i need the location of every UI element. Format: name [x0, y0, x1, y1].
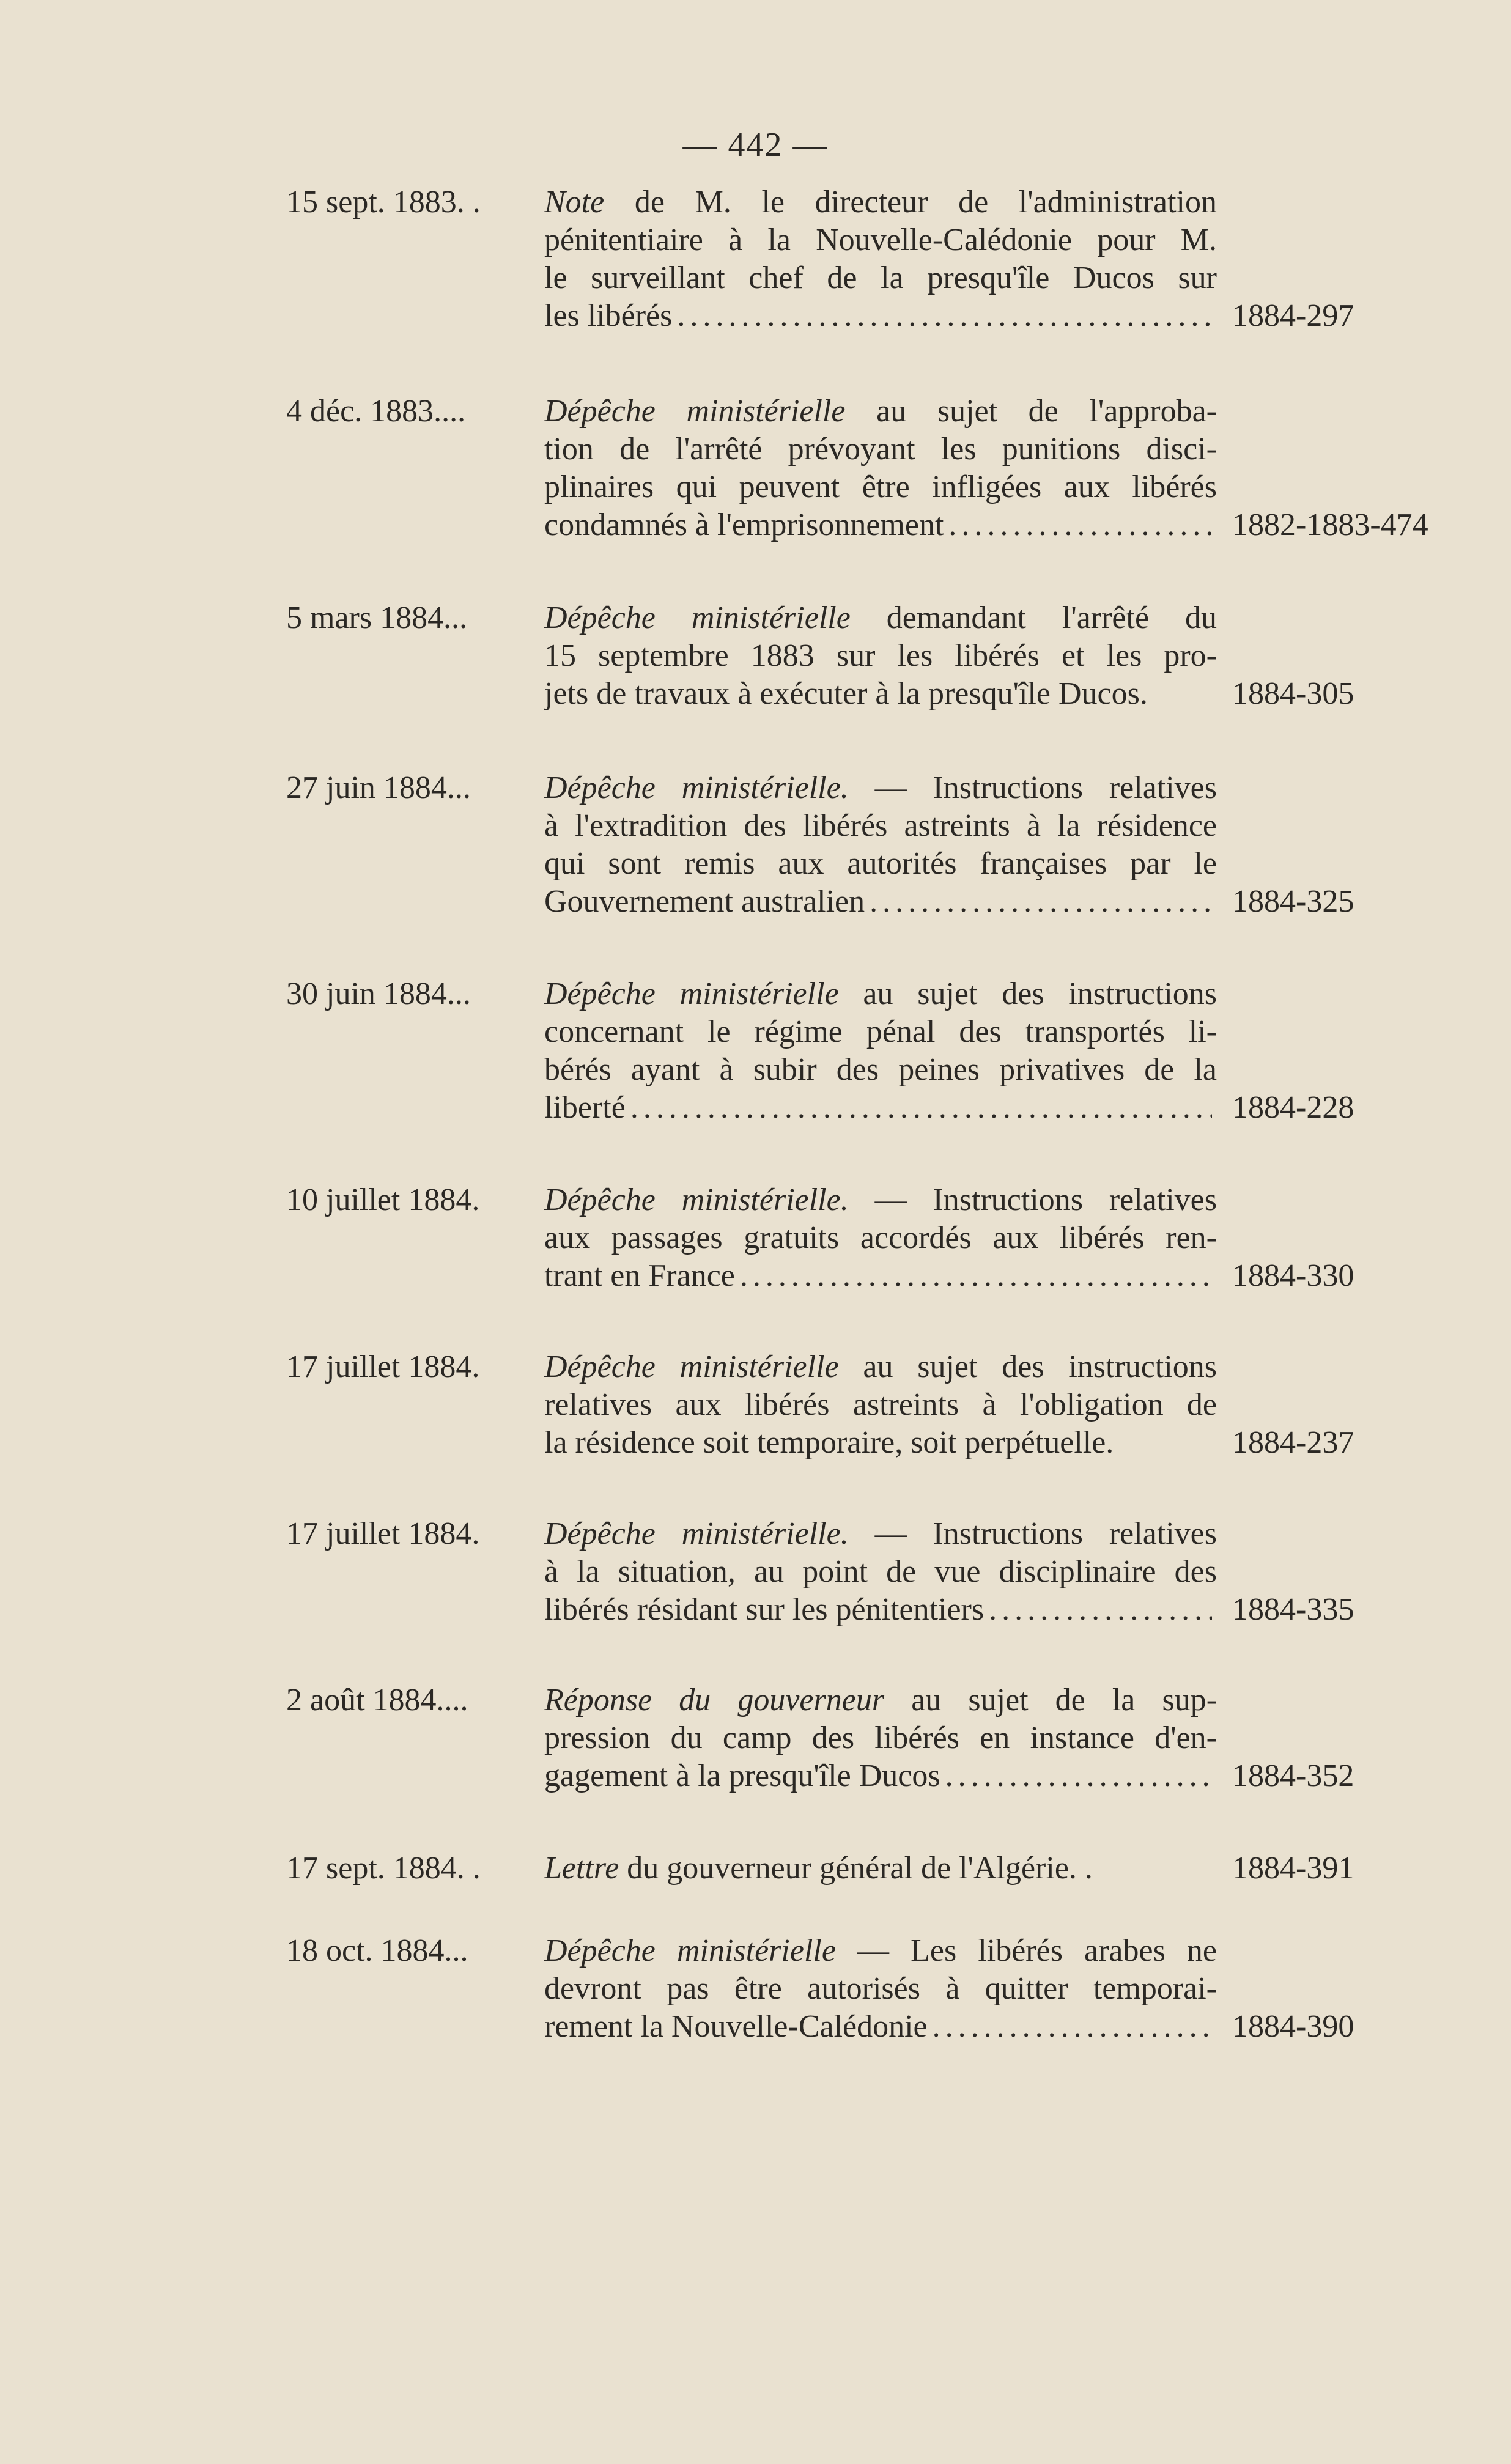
entry-line	[544, 1348, 1217, 1386]
entry-line-text: 15 septembre 1883 sur les libérés et les pro-	[544, 638, 1217, 673]
entry-line	[544, 221, 1217, 259]
entry-kind: Dépêche ministérielle	[544, 1349, 839, 1384]
entry-date: 4 déc. 1883....	[286, 394, 466, 429]
entry-text	[544, 1681, 1217, 1795]
entry-text	[544, 393, 1217, 544]
entry-line	[544, 430, 1217, 468]
entry-reference: 1884-391	[1232, 1851, 1354, 1886]
entry-reference: 1884-305	[1232, 676, 1354, 711]
entry-line	[544, 506, 1217, 544]
entry-line-text: pénitentiaire à la Nouvelle-Calédonie pour M.	[544, 223, 1217, 257]
entry-date: 15 sept. 1883. .	[286, 185, 481, 219]
dot-leader	[933, 2008, 1212, 2046]
dot-leader	[740, 1257, 1212, 1295]
entry-line	[544, 2008, 1217, 2046]
entry-line-text: rement la Nouvelle-Calédonie	[544, 2009, 928, 2044]
entry-date: 30 juin 1884...	[286, 976, 471, 1011]
entry-line-text: — Les libérés arabes ne	[857, 1933, 1217, 1968]
entry-line-text: à l'extradition des libérés astreints à la résidence	[544, 808, 1217, 843]
entry-reference: 1884-330	[1232, 1258, 1354, 1293]
entry-line-text: concernant le régime pénal des transportés li-	[544, 1014, 1217, 1049]
entry-line	[544, 297, 1217, 335]
entry-line-text: de M. le directeur de l'administration	[634, 185, 1217, 219]
entry-text	[544, 1850, 1217, 1887]
entry-kind: Dépêche ministérielle.	[544, 1516, 849, 1551]
dot-leader	[948, 506, 1212, 544]
dot-leader	[989, 1591, 1212, 1629]
entry-reference: 1884-297	[1232, 298, 1354, 333]
entry-line	[544, 975, 1217, 1013]
entry-date: 17 juillet 1884.	[286, 1516, 480, 1551]
entry-line-text: liberté	[544, 1090, 626, 1125]
entry-line	[544, 1051, 1217, 1089]
dot-leader	[677, 297, 1212, 335]
entry-date: 18 oct. 1884...	[286, 1933, 468, 1968]
entry-reference: 1882-1883-474	[1232, 507, 1428, 542]
entry-reference: 1884-228	[1232, 1090, 1354, 1125]
entry-line-text: — Instructions relatives	[874, 770, 1217, 805]
entry-line-text: condamnés à l'emprisonnement	[544, 507, 944, 542]
entry-line-text: trant en France	[544, 1258, 735, 1293]
entry-line-text: pression du camp des libérés en instance d'en-	[544, 1721, 1217, 1755]
entry-reference: 1884-325	[1232, 884, 1354, 919]
entry-date: 27 juin 1884...	[286, 770, 471, 805]
entry-line	[544, 1386, 1217, 1424]
entry-line-text: plinaires qui peuvent être infligées aux libérés	[544, 470, 1217, 504]
entry-line	[544, 1681, 1217, 1719]
entry-line-text: libérés résidant sur les pénitentiers	[544, 1592, 985, 1627]
entry-line-text: bérés ayant à subir des peines privatives de la	[544, 1052, 1217, 1087]
entry-kind: Dépêche ministérielle	[544, 394, 846, 429]
entry-line-text: la résidence soit temporaire, soit perpétuelle.	[544, 1425, 1114, 1460]
entry-text	[544, 599, 1217, 713]
entry-line	[544, 845, 1217, 883]
entry-line-text: — Instructions relatives	[874, 1516, 1217, 1551]
entry-line-text: les libérés	[544, 298, 673, 333]
entry-line-text: gagement à la presqu'île Ducos	[544, 1758, 940, 1793]
entry-date: 17 juillet 1884.	[286, 1349, 480, 1384]
entry-line	[544, 1181, 1217, 1219]
entry-text	[544, 769, 1217, 921]
entry-line-text: le surveillant chef de la presqu'île Ducos sur	[544, 260, 1217, 295]
entry-line	[544, 1932, 1217, 1970]
page-number: — 442 —	[682, 126, 829, 164]
entry-text	[544, 975, 1217, 1127]
entry-line	[544, 883, 1217, 921]
entry-line	[544, 599, 1217, 637]
dot-leader	[630, 1089, 1212, 1127]
entry-kind: Dépêche ministérielle	[544, 1933, 836, 1968]
entry-line	[544, 183, 1217, 221]
entry-line	[544, 675, 1217, 713]
entry-kind: Réponse du gouverneur	[544, 1683, 885, 1717]
entry-line-text: à la situation, au point de vue disciplinaire des	[544, 1554, 1217, 1589]
dot-leader	[945, 1757, 1212, 1795]
dot-leader	[870, 883, 1212, 921]
entry-text	[544, 183, 1217, 335]
entry-text	[544, 1348, 1217, 1462]
entry-date: 5 mars 1884...	[286, 600, 468, 635]
entry-kind: Dépêche ministérielle.	[544, 770, 849, 805]
entry-line-text: au sujet de la sup-	[911, 1683, 1217, 1717]
entry-line	[544, 769, 1217, 807]
entry-reference: 1884-352	[1232, 1758, 1354, 1793]
entry-line-text: devront pas être autorisés à quitter temporai-	[544, 1971, 1217, 2006]
entry-line	[544, 1219, 1217, 1257]
entry-line	[544, 1757, 1217, 1795]
entry-line-text: relatives aux libérés astreints à l'obligation de	[544, 1387, 1217, 1422]
entry-kind: Lettre	[544, 1851, 619, 1886]
entry-line	[544, 1257, 1217, 1295]
entry-date: 17 sept. 1884. .	[286, 1851, 481, 1886]
entry-line	[544, 1424, 1217, 1462]
entry-line	[544, 1089, 1217, 1127]
entry-line	[544, 1719, 1217, 1757]
entry-text	[544, 1515, 1217, 1629]
entry-line-text: jets de travaux à exécuter à la presqu'île Ducos.	[544, 676, 1148, 711]
entry-line-text: Gouvernement australien	[544, 884, 865, 919]
entry-line-text: qui sont remis aux autorités françaises par le	[544, 846, 1217, 881]
entry-line-text: aux passages gratuits accordés aux libérés ren-	[544, 1220, 1217, 1255]
entry-date: 2 août 1884....	[286, 1683, 468, 1717]
entry-kind: Dépêche ministérielle	[544, 976, 839, 1011]
entry-reference: 1884-390	[1232, 2009, 1354, 2044]
entry-line	[544, 259, 1217, 297]
entry-line	[544, 637, 1217, 675]
entry-line	[544, 1591, 1217, 1629]
entry-line	[544, 468, 1217, 506]
entry-kind: Dépêche ministérielle.	[544, 1182, 849, 1217]
entry-line-text: au sujet de l'approba-	[876, 394, 1217, 429]
entry-line	[544, 1013, 1217, 1051]
entry-line-text: — Instructions relatives	[874, 1182, 1217, 1217]
entry-line-text: au sujet des instructions	[863, 1349, 1217, 1384]
entry-kind: Note	[544, 185, 605, 219]
entry-text	[544, 1181, 1217, 1295]
entry-line-text: demandant l'arrêté du	[886, 600, 1217, 635]
entry-line	[544, 1515, 1217, 1553]
entry-line	[544, 1850, 1217, 1887]
entry-line-text: tion de l'arrêté prévoyant les punitions disci-	[544, 432, 1217, 467]
entry-line-text: du gouverneur général de l'Algérie. .	[627, 1851, 1093, 1886]
entry-date: 10 juillet 1884.	[286, 1182, 480, 1217]
entry-reference: 1884-237	[1232, 1425, 1354, 1460]
entry-line	[544, 393, 1217, 430]
entry-line	[544, 1553, 1217, 1591]
entry-kind: Dépêche ministérielle	[544, 600, 851, 635]
entry-reference: 1884-335	[1232, 1592, 1354, 1627]
entry-line	[544, 807, 1217, 845]
entry-text	[544, 1932, 1217, 2046]
entry-line	[544, 1970, 1217, 2008]
entry-line-text: au sujet des instructions	[863, 976, 1217, 1011]
